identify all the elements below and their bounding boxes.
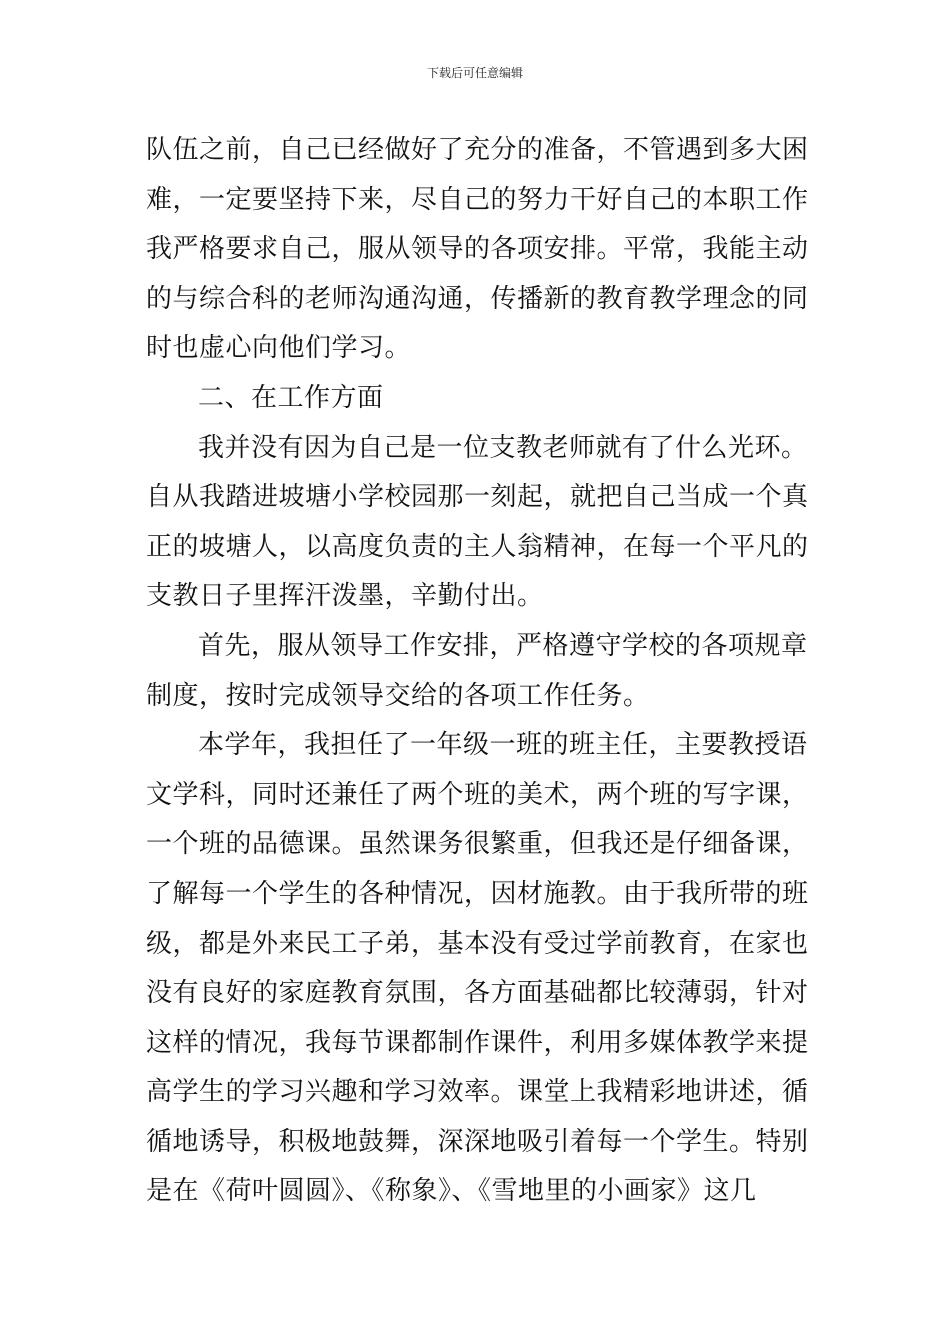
text-line: 制度，按时完成领导交给的各项工作任务。	[146, 680, 650, 711]
page-header: 下载后可任意编辑	[426, 66, 523, 80]
text-line: 自从我踏进坡塘小学校园那一刻起，就把自己当成一个真	[146, 482, 809, 513]
text-line: 没有良好的家庭教育氛围，各方面基础都比较薄弱，针对	[146, 978, 809, 1009]
text-line: 本学年，我担任了一年级一班的班主任，主要教授语	[198, 730, 808, 761]
text-line: 难，一定要坚持下来，尽自己的努力干好自己的本职工作	[146, 184, 809, 215]
text-line: 支教日子里挥汗泼墨，辛勤付出。	[146, 581, 544, 612]
text-line: 高学生的学习兴趣和学习效率。课堂上我精彩地讲述，循	[146, 1077, 809, 1108]
text-line: 我严格要求自己，服从领导的各项安排。平常，我能主动	[146, 234, 809, 265]
text-line: 一个班的品德课。虽然课务很繁重，但我还是仔细备课，	[146, 829, 809, 860]
text-line: 文学科，同时还兼任了两个班的美术，两个班的写字课，	[146, 779, 809, 810]
body-text	[146, 126, 816, 1217]
text-line: 我并没有因为自己是一位支教老师就有了什么光环。	[198, 432, 808, 463]
text-line: 是在《荷叶圆圆》、《称象》、《雪地里的小画家》这几	[146, 1176, 757, 1207]
text-line: 二、在工作方面	[198, 382, 384, 413]
text-line: 首先，服从领导工作安排，严格遵守学校的各项规章	[198, 630, 808, 661]
text-line: 级，都是外来民工子弟，基本没有受过学前教育，在家也	[146, 928, 809, 959]
text-line: 队伍之前，自己已经做好了充分的准备，不管遇到多大困	[146, 135, 809, 165]
text-line: 的与综合科的老师沟通沟通，传播新的教育教学理念的同	[146, 283, 809, 314]
text-line: 正的坡塘人，以高度负责的主人翁精神，在每一个平凡的	[146, 531, 809, 562]
text-line: 循地诱导，积极地鼓舞，深深地吸引着每一个学生。特别	[146, 1126, 809, 1157]
text-line: 了解每一个学生的各种情况，因材施教。由于我所带的班	[146, 878, 809, 909]
text-line: 这样的情况，我每节课都制作课件，利用多媒体教学来提	[146, 1027, 809, 1058]
text-line: 时也虚心向他们学习。	[146, 333, 412, 364]
